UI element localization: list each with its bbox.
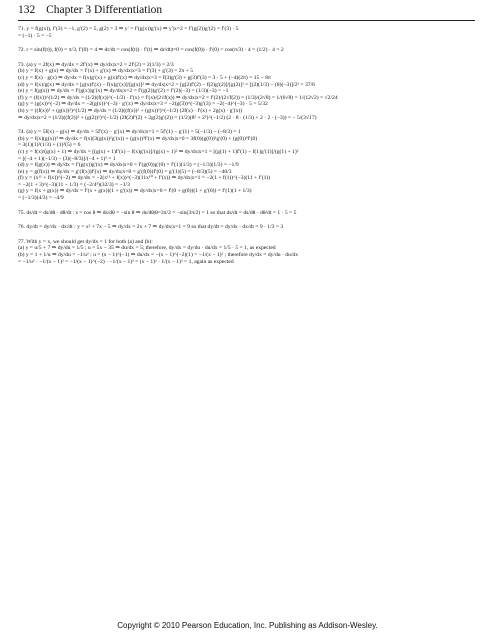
solution-line: 76. dy/dt = dy/dx · dx/dt : y = x² + 7x − 5 ⇒ dy/dx = 2x + 7 ⇒ dy/dx|x=1 = 9 so that dy/dt = dy/dx · dx/dt = 9 · 1/3 = 3 [18, 224, 284, 231]
header-rule [18, 20, 475, 21]
solution-line: (g) y = (g(x))^(−2) ⇒ dy/dx = −2(g(x))^(−3) · g′(x) ⇒ dy/dx|x=3 = −2(g(3))^(−3)g′(3) = −2(−4)^(−3) · 5 = 5/32 [18, 101, 268, 108]
solution-line: = [(−4 + 1)(−1/3) − (3)(−8/3)]/(−4 + 1)² = 1 [18, 155, 116, 162]
solution-line: 71. y = f(g(x)), f′(3) = −1, g′(2) = 5, g(2) = 3 ⇒ y′ = f′(g(x))g′(x) ⇒ y′|x=2 = f′(g(2))g′(2) = f′(3) · 5 [18, 26, 239, 32]
line-gap [18, 121, 481, 129]
line-gap [18, 216, 481, 224]
solution-line: (h) y = ((f(x))² + (g(x))²)^(1/2) ⇒ dy/dx = (1/2)((f(x))² + (g(x))²)^(−1/2) (2f(x) · f′(x) + 2g(x) · g′(x)) [18, 107, 243, 114]
solution-line: 73. (a) y = 2f(x) ⇒ dy/dx = 2f′(x) ⇒ dy/dx|x=2 = 2f′(2) = 2(1/3) = 2/3 [18, 61, 174, 68]
solution-line: 74. (a) y = 5f(x) − g(x) ⇒ dy/dx = 5f′(x) − g′(x) ⇒ dy/dx|x=1 = 5f′(1) − g′(1) = 5(−1/3) − (−8/3) = 1 [18, 129, 241, 136]
line-gap [18, 231, 481, 239]
line-gap [18, 54, 481, 62]
solution-line: ⇒ dy/dx|x=2 = (1/2)((f(2))² + (g(2))²)^(−1/2) (2f(2)f′(2) + 2g(2)g′(2)) = (1/2)(8² + 2²)^(−1/2) (2 · 8 · (1/3) + 2 · 2 · (−3)) = − 5/(3√17) [18, 114, 317, 121]
solution-line: (b) y = 1 + 1/u ⇒ dy/du = −1/u² ; u = (x − 1)^(−1) ⇒ du/dx = −(x − 1)^(−2)(1) = −1/(x − 1)² ; therefore dy/dx = dy/du · du/dx [18, 252, 298, 259]
page-header [18, 4, 170, 16]
page-number: 132 [18, 4, 36, 16]
solution-line: = −2(1 + 3)^(−3)(11 − 1/3) = (−2/4³)(32/3) = −1/3 [18, 181, 130, 188]
solution-line: (e) y = g(f(x)) ⇒ dy/dx = g′(f(x))f′(x) ⇒ dy/dx|x=0 = g′(f(0))f′(0) = g′(1)(5) = (−8/3)(5) = −40/3 [18, 168, 232, 175]
chapter-title: Chapter 3 Differentiation [46, 4, 163, 16]
solution-line: (d) y = f(g(x)) ⇒ dy/dx = f′(g(x))g′(x) ⇒ dy/dx|x=0 = f′(g(0))g′(0) = f′(1)(1/3) = (−1/3)(1/3) = −1/9 [18, 162, 239, 169]
solution-line: (b) y = f(x)(g(x))³ ⇒ dy/dx = f(x)(3(g(x))²g′(x)) + (g(x))³f′(x) ⇒ dy/dx|x=0 = 3f(0)(g(0))²g′(0) + (g(0))³f′(0) [18, 135, 258, 142]
solution-line: (g) y = f(x + g(x)) ⇒ dy/dx = f′(x + g(x))(1 + g′(x)) ⇒ dy/dx|x=0 = f′(0 + g(0))(1 + g′(0)) = f′(1)(1 + 1/3) [18, 188, 252, 195]
solution-line: = 3(1)(1)²(1/3) + (1)³(5) = 6 [18, 142, 81, 149]
solution-line: (f) y = (x¹¹ + f(x))^(−2) ⇒ dy/dx = −2(x¹¹ + f(x))^(−3)(11x¹⁰ + f′(x)) ⇒ dy/dx|x=1 = −2(1 + f(1))^(−3)(11 + f′(1)) [18, 175, 271, 182]
solution-line: (f) y = (f(x))^(1/2) ⇒ dy/dx = (1/2)(f(x))^(−1/2) · f′(x) = f′(x)/(2√f(x)) ⇒ dy/dx|x=2 = f′(2)/(2√f(2)) = (1/3)/(2√8) = 1/(6√8) = 1/(12√2) = √2/24 [18, 94, 338, 101]
solution-line: 75. ds/dt = ds/dθ · dθ/dt : s = cos θ ⇒ ds/dθ = −sin θ ⇒ ds/dθ|θ=3π/2 = −sin(3π/2) = 1 so that ds/dt = ds/dθ · dθ/dt = 1 · 5 = 5 [18, 209, 297, 216]
line-gap [18, 202, 481, 210]
solution-line: = (−1) · 5 = −5 [18, 32, 52, 39]
solution-line: (c) y = f(x) · g(x) ⇒ dy/dx = f(x)g′(x) + g(x)f′(x) ⇒ dy/dx|x=3 = f(3)g′(3) + g(3)f′(3) = 3 · 5 + (−4)(2π) = 15 − 8π [18, 74, 271, 81]
solution-line: (c) y = f(x)/(g(x) + 1) ⇒ dy/dx = [(g(x) + 1)f′(x) − f(x)g′(x)]/(g(x) + 1)² ⇒ dy/dx|x=1 = [(g(1) + 1)f′(1) − f(1)g′(1)]/(g(1) + 1)² [18, 148, 299, 155]
solution-line: (a) y = u/5 + 7 ⇒ dy/du = 1/5 ; u = 5x − 35 ⇒ du/dx = 5; therefore, dy/dx = dy/du · du/dx = 1/5 · 5 = 1, as expected [18, 245, 276, 252]
solution-line: (d) y = f(x)/g(x) ⇒ dy/dx = [g(x)f′(x) − f(x)g′(x)]/[g(x)]² ⇒ dy/dx|x=2 = [g(2)f′(2) − f(2)g′(2)]/[g(2)]² = [(2)(1/3) − (8)(−3)]/2² = 37/6 [18, 81, 315, 88]
solution-line: = (−1/3)(4/3) = −4/9 [18, 195, 64, 202]
solution-line: (b) y = f(x) + g(x) ⇒ dy/dx = f′(x) + g′(x) ⇒ dy/dx|x=3 = f′(3) + g′(3) = 2π + 5 [18, 68, 194, 75]
line-gap [18, 39, 481, 47]
solution-line: 77. With y = x, we should get dy/dx = 1 for both (a) and (b): [18, 238, 153, 245]
solution-line: (e) y = f(g(x)) ⇒ dy/dx = f′(g(x))g′(x) ⇒ dy/dx|x=2 = f′(g(2))g′(2) = f′(2)(−3) = (1/3)(−3) = −1 [18, 88, 229, 95]
copyright-footer: Copyright © 2010 Pearson Education, Inc. Publishing as Addison-Wesley. [117, 621, 378, 630]
solution-line: 72. r = sin(f(t)), f(0) = π/3, f′(0) = 4 ⇒ dr/dt = cos(f(t)) · f′(t) ⇒ dr/dt|t=0 = cos(f(0)) · f′(0) = cos(π/3) · 4 = (1/2) · 4 = 2 [18, 47, 284, 54]
solution-line: = −1/u² · −1/(x − 1)² = −1/(x − 1)^(−2) · −1/(x − 1)² = (x − 1)² · 1/(x − 1)² = 1, again as expected [18, 258, 234, 265]
solutions-body [18, 26, 481, 265]
